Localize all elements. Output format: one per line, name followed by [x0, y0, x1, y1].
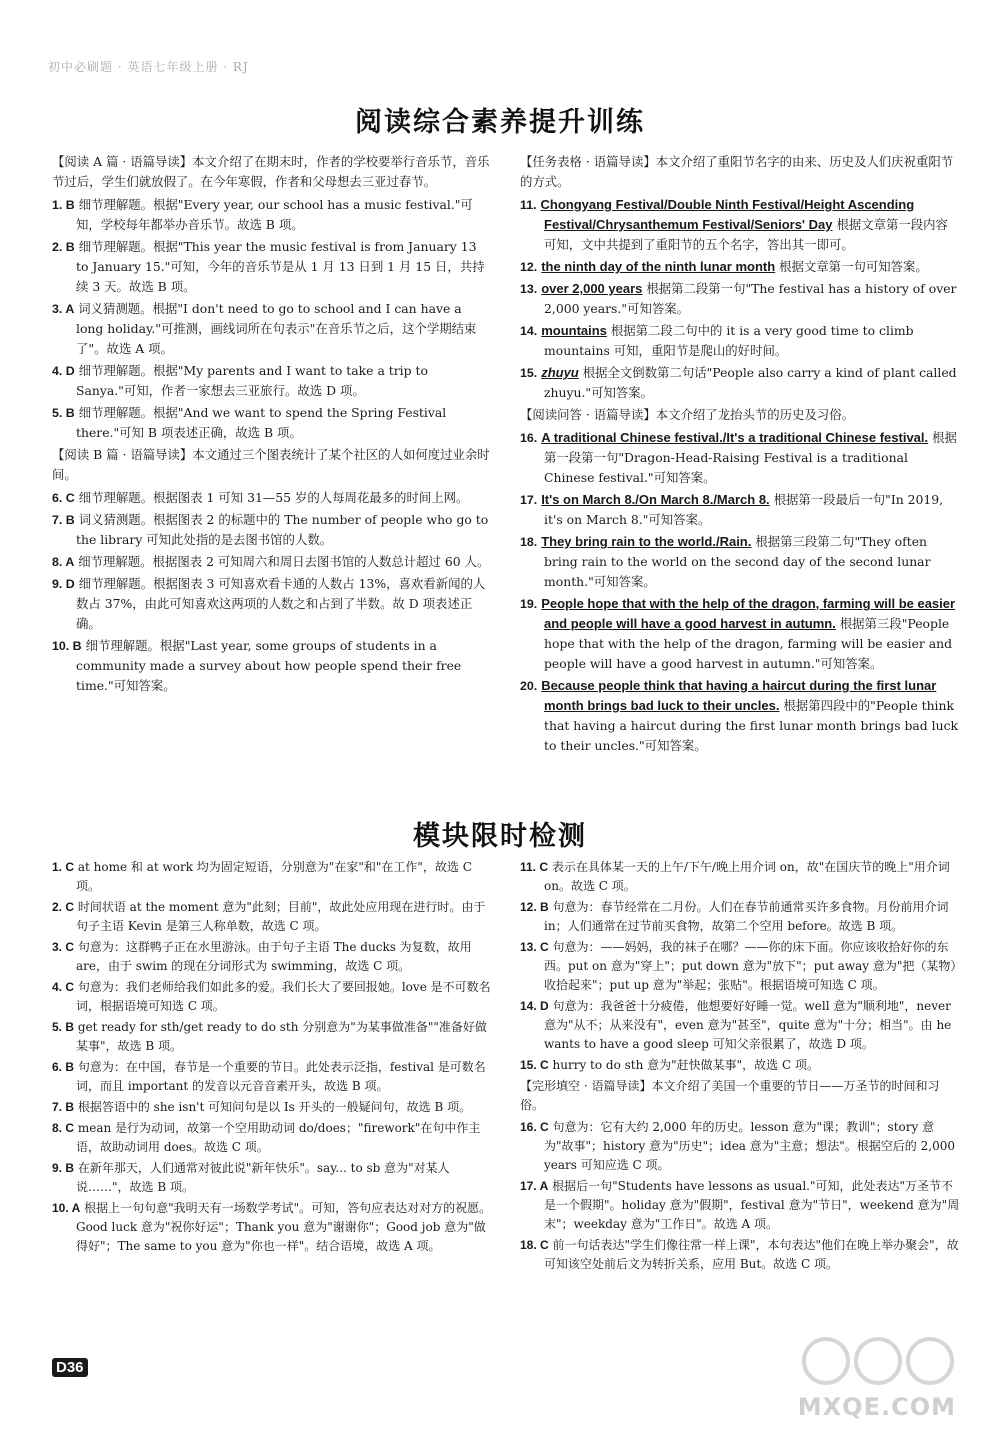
- explanation-text: at home 和 at work 均为固定短语，分别意为"在家"和"在工作"，故选 C 项。: [76, 860, 472, 893]
- answer-item: [520, 938, 960, 995]
- section1-left-column: [52, 152, 492, 698]
- question-number: 6. B: [52, 1060, 75, 1074]
- question-number: 1. C: [52, 860, 75, 874]
- answer-item: [52, 195, 492, 235]
- question-number: 2. B: [52, 240, 75, 254]
- explanation-text: mean 是行为动词，故第一个空用助动词 do/does；"firework"在句中作主语，故助动词用 does。故选 C 项。: [76, 1121, 481, 1154]
- explanation-text: 在新年那天，人们通常对彼此说"新年快乐"。say... to sb 意为"对某人说……"，故选 B 项。: [76, 1161, 450, 1194]
- answer-item: [520, 898, 960, 936]
- question-number: 8. C: [52, 1121, 75, 1135]
- answer-item: [52, 361, 492, 401]
- explanation-text: 细节理解题。根据"And we want to spend the Spring Festival there."可知 B 项表述正确，故选 B 项。: [76, 405, 447, 440]
- explanation-text: 句意为：我们老师给我们如此多的爱。我们长大了要回报她。love 是不可数名词，根据语境可知选 C 项。: [76, 980, 491, 1013]
- answer-item: [52, 1199, 492, 1256]
- question-number: 15. C: [520, 1058, 549, 1072]
- answer-item: [52, 1098, 492, 1117]
- explanation-text: 句意为：——妈妈，我的袜子在哪？——你的床下面。你应该收拾好你的东西。put on 意为"穿上"；put down 意为"放下"；put away 意为"把（某物）收拾起来"；put up 意为"举起；张贴"。根据语境可知选 C 项。: [544, 940, 957, 992]
- page-number: D36: [52, 1358, 88, 1377]
- answer-item: [520, 1236, 960, 1274]
- question-number: 7. B: [52, 1100, 75, 1114]
- explanation-text: 细节理解题。根据"My parents and I want to take a trip to Sanya."可知，作者一家想去三亚旅行。故选 D 项。: [76, 363, 428, 398]
- explanation-text: get ready for sth/get ready to do sth 分别意为"为某事做准备""准备好做某事"，故选 B 项。: [76, 1020, 487, 1053]
- answer-item: [52, 574, 492, 634]
- explanation-text: 细节理解题。根据图表 3 可知喜欢看卡通的人数占 13%，喜欢看新闻的人数占 37%，由此可知喜欢这两项的人数之和占到了半数。故 D 项表述正确。: [76, 576, 486, 631]
- answer-item: [52, 1119, 492, 1157]
- answer-item: [52, 858, 492, 896]
- answer-item: [52, 1159, 492, 1197]
- question-number: 17. A: [520, 1179, 549, 1193]
- answer-text: A traditional Chinese festival./It's a traditional Chinese festival.: [541, 430, 929, 445]
- question-number: 1. B: [52, 198, 75, 212]
- intro-reading-qa: 【阅读问答 · 语篇导读】本文介绍了龙抬头节的历史及习俗。: [520, 407, 854, 422]
- answer-item: [52, 1058, 492, 1096]
- question-number: 12.: [520, 260, 538, 274]
- explanation-text: 根据后一句"Students have lessons as usual."可知，此处表达"万圣节不是一个假期"。holiday 意为"假期"，festival 意为"节日"，weekend 意为"周末"；weekday 意为"工作日"。故选 A 项。: [544, 1179, 960, 1231]
- explanation-text: 句意为：在中国，春节是一个重要的节日。此处表示泛指，festival 是可数名词，而且 important 的发音以元音音素开头，故选 B 项。: [76, 1060, 486, 1093]
- question-number: 16. C: [520, 1120, 549, 1134]
- explanation-text: 根据答语中的 she isn't 可知问句是以 Is 开头的一般疑问句，故选 B 项。: [77, 1100, 472, 1114]
- section1-right-column: [520, 152, 960, 758]
- answer-item: [520, 997, 960, 1054]
- question-number: 4. C: [52, 980, 75, 994]
- answer-text: People hope that with the help of the dragon, farming will be easier and people will have a good harvest in autumn.: [541, 596, 956, 631]
- question-number: 15.: [520, 366, 538, 380]
- answer-item: [520, 676, 960, 756]
- answer-text: over 2,000 years: [541, 281, 643, 296]
- answer-item: [520, 321, 960, 361]
- answer-item: [520, 532, 960, 592]
- answer-item: [520, 1177, 960, 1234]
- question-number: 19.: [520, 597, 538, 611]
- question-number: 3. A: [52, 302, 75, 316]
- explanation-text: 根据第二段二句中的 it is a very good time to climb mountains 可知，重阳节是爬山的好时间。: [544, 323, 914, 358]
- question-number: 10. A: [52, 1201, 81, 1215]
- question-number: 8. A: [52, 555, 75, 569]
- answer-item: [52, 1018, 492, 1056]
- question-number: 5. B: [52, 406, 75, 420]
- question-number: 20.: [520, 679, 538, 693]
- question-number: 14.: [520, 324, 538, 338]
- question-number: 13. C: [520, 940, 549, 954]
- question-number: 16.: [520, 431, 538, 445]
- explanation-text: 细节理解题。根据"This year the music festival is from January 13 to January 15."可知，今年的音乐节是从 1 月 13 日到 1 月 15 日，共持续 3 天。故选 B 项。: [76, 239, 485, 294]
- question-number: 17.: [520, 493, 538, 507]
- intro-cloze: 【完形填空 · 语篇导读】本文介绍了美国一个重要的节日——万圣节的时间和习俗。: [520, 1079, 940, 1112]
- answer-item: [52, 299, 492, 359]
- section2-right-column: [520, 858, 960, 1276]
- question-number: 5. B: [52, 1020, 75, 1034]
- explanation-text: 表示在具体某一天的上午/下午/晚上用介词 on，故"在国庆节的晚上"用介词 on。故选 C 项。: [544, 860, 950, 893]
- answer-item: [52, 978, 492, 1016]
- explanation-text: 句意为：我爸爸十分疲倦，他想要好好睡一觉。well 意为"顺利地"，never 意为"从不；从来没有"，even 意为"甚至"，quite 意为"十分；相当"。由 he wants to have a good sleep 可知父亲很累了，故选 D 项。: [544, 999, 952, 1051]
- answer-text: They bring rain to the world./Rain.: [541, 534, 752, 549]
- question-number: 9. D: [52, 577, 75, 591]
- question-number: 14. D: [520, 999, 549, 1013]
- explanation-text: 词义猜测题。根据图表 2 的标题中的 The number of people who go to the library 可知此处指的是去图书馆的人数。: [76, 512, 489, 547]
- answer-item: [52, 488, 492, 508]
- answer-item: [520, 279, 960, 319]
- explanation-text: 词义猜测题。根据"I don't need to go to school and I can have a long holiday."可推测，画线词所在句表示"在音乐节之后，这个学期结束了"。故选 A 项。: [76, 301, 477, 356]
- answer-item: [520, 428, 960, 488]
- question-number: 13.: [520, 282, 538, 296]
- explanation-text: hurry to do sth 意为"赶快做某事"，故选 C 项。: [552, 1058, 819, 1072]
- explanation-text: 根据文章第一句可知答案。: [779, 259, 928, 274]
- explanation-text: 前一句话表达"学生们像往常一样上课"，本句表达"他们在晚上举办聚会"，故可知该空处前后文为转折关系，应用 But。故选 C 项。: [544, 1238, 959, 1271]
- question-number: 10. B: [52, 639, 82, 653]
- explanation-text: 时间状语 at the moment 意为"此刻；目前"，故此处应用现在进行时。由于句子主语 Kevin 是第三人称单数，故选 C 项。: [76, 900, 486, 933]
- question-number: 3. C: [52, 940, 75, 954]
- answer-item: [52, 898, 492, 936]
- explanation-text: 根据全文倒数第二句话"People also carry a kind of plant called zhuyu."可知答案。: [544, 365, 957, 400]
- answer-text: It's on March 8./On March 8./March 8.: [541, 492, 770, 507]
- explanation-text: 根据第一段第一句"Dragon-Head-Raising Festival is a traditional Chinese festival."可知答案。: [544, 430, 957, 485]
- question-number: 18. C: [520, 1238, 549, 1252]
- answer-item: [52, 237, 492, 297]
- explanation-text: 句意为：这群鸭子正在水里游泳。由于句子主语 The ducks 为复数，故用 are，由于 swim 的现在分词形式为 swimming，故选 C 项。: [76, 940, 472, 973]
- answer-item: [52, 510, 492, 550]
- answer-item: [520, 490, 960, 530]
- explanation-text: 根据第二段第一句"The festival has a history of over 2,000 years."可知答案。: [544, 281, 957, 316]
- explanation-text: 句意为：春节经常在二月份。人们在春节前通常买许多食物。月份前用介词 in；人们通常在过节前买食物，故第二个空用 before。故选 B 项。: [544, 900, 949, 933]
- answer-text: Because people think that having a haircut during the first lunar month brings bad luck to their uncles.: [541, 678, 937, 713]
- explanation-text: 根据第四段中的"People think that having a haircut during the first lunar month brings bad luck to their uncles."可知答案。: [544, 698, 959, 753]
- question-number: 12. B: [520, 900, 549, 914]
- answer-item: [520, 1056, 960, 1075]
- intro-task-table: 【任务表格 · 语篇导读】本文介绍了重阳节名字的由来、历史及人们庆祝重阳节的方式。: [520, 154, 954, 189]
- answer-item: [52, 552, 492, 572]
- answer-item: [520, 858, 960, 896]
- answer-text: Chongyang Festival/Double Ninth Festival/Height Ascending Festival/Chrysanthemum Festival/Seniors' Day: [540, 197, 915, 232]
- explanation-text: 根据第一段最后一句"In 2019, it's on March 8."可知答案。: [544, 492, 944, 527]
- explanation-text: 根据文章第一段内容可知，文中共提到了重阳节的五个名字，答出其一即可。: [544, 217, 948, 252]
- explanation-text: 根据第三段"People hope that with the help of the dragon, farming will be easier and people will have a good harvest in autumn."可知答案。: [544, 616, 953, 671]
- intro-passage-b: 【阅读 B 篇 · 语篇导读】本文通过三个图表统计了某个社区的人如何度过业余时间。: [52, 447, 490, 482]
- question-number: 18.: [520, 535, 538, 549]
- question-number: 4. D: [52, 364, 75, 378]
- answer-item: [52, 636, 492, 696]
- explanation-text: 根据上一句句意"我明天有一场数学考试"。可知，答句应表达对对方的祝愿。Good luck 意为"祝你好运"；Thank you 意为"谢谢你"；Good job 意为"做得好"；The same to you 意为"你也一样"。结合语境，故选 A 项。: [76, 1201, 492, 1253]
- answer-item: [52, 403, 492, 443]
- explanation-text: 细节理解题。根据图表 2 可知周六和周日去图书馆的人数总计超过 60 人。: [78, 554, 490, 569]
- answer-item: [520, 1118, 960, 1175]
- answer-item: [520, 195, 960, 255]
- answer-text: mountains: [541, 323, 607, 338]
- question-number: 11.: [520, 198, 537, 212]
- question-number: 6. C: [52, 491, 75, 505]
- explanation-text: 细节理解题。根据"Last year, some groups of students in a community made a survey about how people spend their free time."可知答案。: [76, 638, 462, 693]
- watermark-text: MXQE.COM: [797, 1393, 956, 1421]
- answer-text: zhuyu: [541, 365, 579, 380]
- answer-item: [520, 363, 960, 403]
- question-number: 11. C: [520, 860, 549, 874]
- question-number: 7. B: [52, 513, 75, 527]
- question-number: 2. C: [52, 900, 75, 914]
- answer-item: [520, 257, 960, 277]
- explanation-text: 句意为：它有大约 2,000 年的历史。lesson 意为"课；教训"；story 意为"故事"；history 意为"历史"；idea 意为"主意；想法"。根据空后的 2,000 years 可知应选 C 项。: [544, 1120, 955, 1172]
- section-title-module-test: 模块限时检测: [413, 821, 587, 852]
- explanation-text: 细节理解题。根据"Every year, our school has a music festival."可知，学校每年都举办音乐节。故选 B 项。: [76, 197, 473, 232]
- explanation-text: 细节理解题。根据图表 1 可知 31—55 岁的人每周花最多的时间上网。: [78, 490, 469, 505]
- running-header: 初中必刷题 · 英语七年级上册 · RJ: [48, 60, 249, 74]
- answer-item: [520, 594, 960, 674]
- explanation-text: 根据第三段第二句"They often bring rain to the world on the second day of the second lunar month."可知答案。: [544, 534, 931, 589]
- question-number: 9. B: [52, 1161, 75, 1175]
- section2-left-column: [52, 858, 492, 1258]
- answer-item: [52, 938, 492, 976]
- answer-text: the ninth day of the ninth lunar month: [541, 259, 776, 274]
- section-title-reading: 阅读综合素养提升训练: [355, 107, 645, 138]
- intro-passage-a: 【阅读 A 篇 · 语篇导读】本文介绍了在期末时，作者的学校要举行音乐节，音乐节过后，学生们就放假了。在今年寒假，作者和父母想去三亚过春节。: [52, 154, 490, 189]
